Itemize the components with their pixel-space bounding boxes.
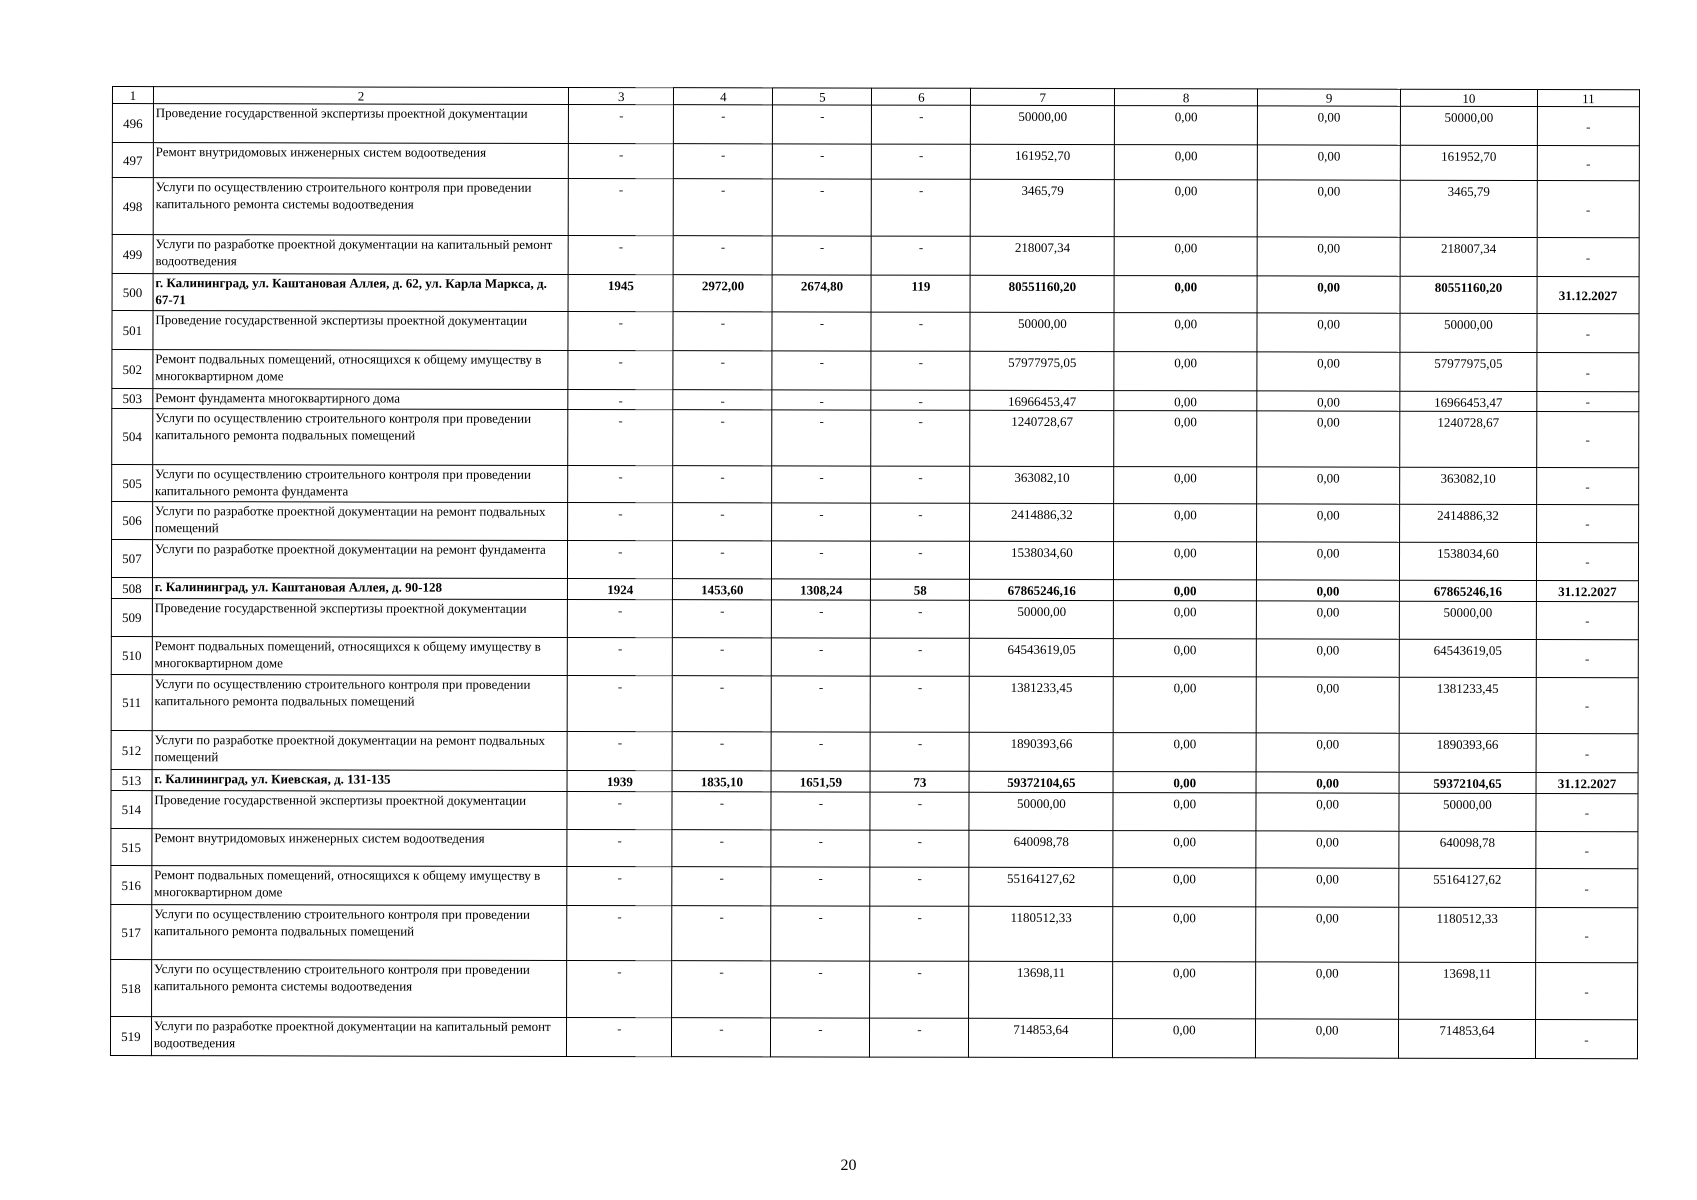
- row-number: 503: [112, 389, 153, 409]
- table-row: [112, 409, 1639, 468]
- table-row: [112, 143, 1639, 181]
- fund-federal-cell: 0,00: [1114, 639, 1257, 677]
- fund-regional-cell: 0,00: [1257, 313, 1400, 352]
- residents-cell: -: [871, 236, 970, 275]
- area-living-cell: -: [772, 676, 871, 732]
- year-cell: -: [567, 829, 672, 866]
- year-cell: -: [568, 235, 673, 274]
- deadline-cell: -: [1536, 677, 1638, 733]
- table-row: [111, 674, 1638, 733]
- row-number: 517: [111, 904, 152, 959]
- fund-regional-cell: 0,00: [1257, 145, 1400, 180]
- area-living-cell: -: [772, 466, 871, 503]
- fund-federal-cell: 0,00: [1114, 601, 1257, 639]
- fund-federal-cell: 0,00: [1114, 352, 1257, 391]
- fund-owners-cell: 67865246,16: [1399, 580, 1536, 601]
- fund-regional-cell: 0,00: [1256, 907, 1399, 962]
- cost-total-cell: 1890393,66: [969, 732, 1113, 771]
- work-name: Услуги по осуществлению строительного контроля при проведении капитального ремонта подвальных помещений: [151, 905, 567, 961]
- area-living-cell: -: [772, 503, 871, 541]
- fund-regional-cell: 0,00: [1256, 831, 1399, 868]
- deadline-cell: -: [1536, 733, 1638, 772]
- fund-regional-cell: 0,00: [1257, 391, 1400, 411]
- work-name: Проведение государственной экспертизы проектной документации: [153, 104, 569, 144]
- cost-total-cell: 67865246,16: [970, 579, 1114, 600]
- fund-regional-cell: 0,00: [1257, 276, 1400, 313]
- year-cell: -: [569, 104, 674, 143]
- fund-regional-cell: 0,00: [1257, 237, 1400, 276]
- fund-owners-cell: 161952,70: [1400, 145, 1537, 180]
- cost-total-cell: 57977975,05: [970, 351, 1114, 390]
- area-total-cell: 1835,10: [672, 771, 771, 792]
- row-number: 508: [111, 577, 152, 598]
- fund-federal-cell: 0,00: [1114, 580, 1257, 601]
- fund-federal-cell: 0,00: [1113, 793, 1256, 831]
- fund-owners-cell: 1538034,60: [1400, 542, 1537, 580]
- fund-owners-cell: 1890393,66: [1399, 733, 1536, 772]
- residents-cell: -: [870, 961, 969, 1018]
- deadline-cell: -: [1536, 868, 1638, 907]
- area-total-cell: -: [673, 503, 772, 541]
- column-header: 11: [1537, 89, 1639, 106]
- table-row: [112, 350, 1639, 392]
- work-name: Ремонт подвальных помещений, относящихся к общему имуществу в многоквартирном доме: [152, 637, 568, 676]
- residents-cell: -: [871, 351, 970, 390]
- fund-owners-cell: 80551160,20: [1400, 276, 1537, 313]
- work-name: Услуги по осуществлению строительного контроля при проведении капитального ремонта подвальных помещений: [152, 675, 568, 732]
- area-total-cell: -: [672, 830, 771, 867]
- table-row: [111, 828, 1638, 868]
- work-name: г. Калининград, ул. Каштановая Аллея, д. 90-128: [152, 578, 567, 600]
- year-cell: -: [568, 465, 673, 502]
- work-name: Ремонт фундамента многоквартирного дома: [153, 389, 568, 410]
- row-number: 515: [111, 828, 152, 865]
- area-living-cell: -: [771, 1018, 870, 1057]
- cost-total-cell: 1180512,33: [969, 906, 1113, 961]
- area-living-cell: 1308,24: [772, 579, 871, 600]
- fund-owners-cell: 640098,78: [1399, 831, 1536, 868]
- area-living-cell: -: [771, 732, 870, 771]
- row-number: 498: [112, 178, 153, 235]
- table-row: [112, 178, 1639, 238]
- work-name: г. Калининград, ул. Каштановая Аллея, д. 62, ул. Карла Маркса, д. 67-71: [153, 274, 568, 312]
- residents-cell: -: [871, 676, 970, 732]
- residents-cell: -: [871, 312, 970, 351]
- cost-total-cell: 1538034,60: [970, 541, 1114, 579]
- fund-regional-cell: 0,00: [1256, 962, 1399, 1019]
- residents-cell: -: [871, 390, 970, 410]
- fund-regional-cell: 0,00: [1258, 106, 1401, 145]
- year-cell: -: [568, 637, 673, 675]
- work-name: Ремонт подвальных помещений, относящихся к общему имуществу в многоквартирном доме: [152, 866, 568, 906]
- table-row: [111, 904, 1638, 962]
- work-name: Услуги по разработке проектной документации на ремонт подвальных помещений: [152, 502, 568, 541]
- area-living-cell: -: [772, 600, 871, 638]
- work-name: Ремонт внутридомовых инженерных систем водоотведения: [153, 143, 568, 179]
- year-cell: -: [568, 502, 673, 540]
- residents-cell: -: [870, 906, 969, 961]
- area-living-cell: -: [771, 906, 870, 961]
- deadline-cell: -: [1537, 352, 1639, 391]
- deadline-cell: -: [1536, 467, 1638, 504]
- row-number: 499: [112, 235, 153, 274]
- residents-cell: -: [870, 830, 969, 867]
- year-cell: -: [567, 960, 672, 1017]
- area-total-cell: -: [673, 236, 772, 275]
- row-number: 512: [111, 730, 152, 769]
- column-header: 7: [971, 88, 1115, 105]
- deadline-cell: 31.12.2027: [1537, 276, 1639, 313]
- work-name: Услуги по осуществлению строительного контроля при проведении капитального ремонта системы водоотведения: [153, 178, 569, 236]
- fund-owners-cell: 3465,79: [1400, 180, 1537, 237]
- work-name: Услуги по осуществлению строительного контроля при проведении капитального ремонта системы водоотведения: [151, 960, 567, 1018]
- column-header: 4: [674, 88, 773, 105]
- fund-owners-cell: 50000,00: [1399, 793, 1536, 831]
- year-cell: -: [569, 143, 674, 178]
- deadline-cell: -: [1537, 106, 1639, 145]
- row-number: 505: [112, 465, 153, 502]
- table-row: [111, 730, 1638, 772]
- table-row: [110, 1016, 1637, 1058]
- row-number: 511: [111, 674, 152, 730]
- fund-federal-cell: 0,00: [1114, 411, 1257, 467]
- row-number: 502: [112, 350, 153, 389]
- area-total-cell: -: [672, 732, 771, 771]
- area-total-cell: -: [674, 144, 773, 179]
- fund-federal-cell: 0,00: [1113, 907, 1256, 962]
- fund-federal-cell: 0,00: [1113, 831, 1256, 868]
- area-total-cell: -: [674, 179, 773, 236]
- area-total-cell: -: [674, 105, 773, 144]
- deadline-cell: -: [1537, 391, 1639, 411]
- fund-regional-cell: 0,00: [1256, 793, 1399, 831]
- cost-total-cell: 2414886,32: [970, 503, 1114, 541]
- table-row: [111, 865, 1638, 907]
- fund-owners-cell: 55164127,62: [1399, 868, 1536, 907]
- area-total-cell: -: [673, 541, 772, 579]
- deadline-cell: -: [1537, 313, 1639, 352]
- row-number: 510: [111, 636, 152, 674]
- fund-owners-cell: 13698,11: [1399, 962, 1536, 1019]
- deadline-cell: -: [1537, 145, 1639, 180]
- residents-cell: -: [871, 503, 970, 541]
- fund-owners-cell: 1381233,45: [1399, 677, 1536, 733]
- fund-federal-cell: 0,00: [1115, 145, 1258, 180]
- cost-total-cell: 1381233,45: [970, 676, 1114, 732]
- table-row: [112, 311, 1639, 353]
- work-name: Услуги по разработке проектной документации на ремонт подвальных помещений: [152, 731, 568, 771]
- fund-owners-cell: 1180512,33: [1399, 907, 1536, 962]
- deadline-cell: -: [1535, 1019, 1637, 1058]
- deadline-cell: 31.12.2027: [1536, 580, 1638, 601]
- residents-cell: 58: [871, 579, 970, 600]
- area-total-cell: 2972,00: [673, 275, 772, 312]
- fund-federal-cell: 0,00: [1114, 180, 1257, 237]
- cost-total-cell: 50000,00: [970, 312, 1114, 351]
- cost-total-cell: 714853,64: [969, 1018, 1113, 1057]
- work-name: Проведение государственной экспертизы проектной документации: [152, 791, 568, 830]
- area-living-cell: -: [772, 312, 871, 351]
- fund-federal-cell: 0,00: [1114, 504, 1257, 542]
- row-number: 496: [112, 104, 153, 143]
- area-living-cell: 2674,80: [772, 275, 871, 312]
- fund-regional-cell: 0,00: [1256, 733, 1399, 772]
- cost-total-cell: 1240728,67: [970, 410, 1114, 466]
- area-total-cell: -: [673, 676, 772, 732]
- fund-owners-cell: 1240728,67: [1400, 411, 1537, 467]
- fund-regional-cell: 0,00: [1257, 352, 1400, 391]
- cost-total-cell: 218007,34: [970, 236, 1114, 275]
- work-name: Проведение государственной экспертизы проектной документации: [152, 599, 568, 638]
- fund-federal-cell: 0,00: [1113, 772, 1256, 793]
- table-row: [111, 790, 1638, 831]
- fund-regional-cell: 0,00: [1256, 1019, 1399, 1058]
- area-living-cell: 1651,59: [771, 771, 870, 792]
- row-number: 506: [112, 502, 153, 540]
- area-total-cell: -: [672, 867, 771, 906]
- fund-regional-cell: 0,00: [1257, 180, 1400, 237]
- area-living-cell: -: [773, 179, 872, 236]
- row-number: 509: [111, 598, 152, 636]
- deadline-cell: -: [1536, 504, 1638, 542]
- residents-cell: -: [872, 105, 971, 144]
- work-name: Ремонт внутридомовых инженерных систем водоотведения: [152, 829, 567, 867]
- row-number: 507: [111, 540, 152, 578]
- cost-total-cell: 80551160,20: [970, 275, 1114, 312]
- area-total-cell: -: [672, 792, 771, 830]
- area-living-cell: -: [773, 105, 872, 144]
- residents-cell: -: [870, 732, 969, 771]
- fund-regional-cell: 0,00: [1256, 772, 1399, 793]
- deadline-cell: -: [1535, 962, 1637, 1019]
- area-living-cell: -: [772, 541, 871, 579]
- row-number: 497: [112, 143, 153, 178]
- cost-total-cell: 55164127,62: [969, 867, 1113, 906]
- year-cell: -: [568, 178, 673, 235]
- row-number: 513: [111, 769, 152, 790]
- year-cell: -: [568, 311, 673, 350]
- table-row: [112, 235, 1639, 277]
- area-total-cell: 1453,60: [673, 579, 772, 600]
- cost-total-cell: 59372104,65: [969, 771, 1113, 792]
- deadline-cell: -: [1537, 411, 1639, 467]
- area-living-cell: -: [772, 638, 871, 676]
- fund-regional-cell: 0,00: [1256, 677, 1399, 733]
- fund-federal-cell: 0,00: [1113, 733, 1256, 772]
- column-header: 5: [773, 88, 872, 105]
- area-total-cell: -: [673, 410, 772, 466]
- deadline-cell: -: [1537, 180, 1639, 237]
- cost-total-cell: 161952,70: [971, 144, 1115, 179]
- year-cell: -: [568, 409, 673, 465]
- fund-federal-cell: 0,00: [1114, 276, 1257, 313]
- residents-cell: -: [872, 144, 971, 179]
- year-cell: -: [568, 540, 673, 578]
- row-number: 500: [112, 274, 153, 311]
- deadline-cell: -: [1536, 831, 1638, 868]
- fund-owners-cell: 2414886,32: [1400, 504, 1537, 542]
- area-total-cell: -: [672, 961, 771, 1018]
- row-number: 514: [111, 790, 152, 828]
- fund-regional-cell: 0,00: [1257, 580, 1400, 601]
- column-header: 3: [569, 87, 674, 104]
- deadline-cell: 31.12.2027: [1536, 772, 1638, 793]
- fund-owners-cell: 50000,00: [1400, 313, 1537, 352]
- year-cell: -: [567, 1017, 672, 1056]
- area-living-cell: -: [771, 830, 870, 867]
- fund-federal-cell: 0,00: [1113, 868, 1256, 907]
- table-row: [112, 104, 1639, 146]
- table-row: [111, 540, 1638, 581]
- fund-owners-cell: 714853,64: [1399, 1019, 1536, 1058]
- area-living-cell: -: [772, 410, 871, 466]
- fund-regional-cell: 0,00: [1256, 639, 1399, 677]
- fund-federal-cell: 0,00: [1113, 962, 1256, 1019]
- area-living-cell: -: [772, 236, 871, 275]
- deadline-cell: -: [1535, 907, 1637, 962]
- area-living-cell: -: [772, 390, 871, 410]
- residents-cell: -: [871, 638, 970, 676]
- year-cell: -: [567, 731, 672, 770]
- cost-total-cell: 64543619,05: [970, 638, 1114, 676]
- fund-federal-cell: 0,00: [1113, 677, 1256, 733]
- cost-total-cell: 640098,78: [969, 830, 1113, 867]
- table-row: [111, 636, 1638, 677]
- work-name: Услуги по осуществлению строительного контроля при проведении капитального ремонта фундамента: [152, 465, 567, 503]
- fund-federal-cell: 0,00: [1114, 313, 1257, 352]
- residents-cell: 73: [870, 771, 969, 792]
- deadline-cell: -: [1536, 639, 1638, 677]
- work-name: Проведение государственной экспертизы проектной документации: [153, 311, 569, 351]
- table-body: [110, 87, 1639, 1059]
- area-living-cell: -: [771, 961, 870, 1018]
- fund-owners-cell: 363082,10: [1400, 467, 1537, 504]
- table-row: [112, 465, 1639, 505]
- fund-federal-cell: 0,00: [1114, 391, 1257, 411]
- fund-owners-cell: 50000,00: [1400, 106, 1537, 145]
- area-total-cell: -: [672, 906, 771, 961]
- table-row: [111, 959, 1638, 1019]
- year-cell: -: [567, 791, 672, 829]
- residents-cell: -: [870, 1018, 969, 1057]
- row-number: 504: [112, 409, 153, 465]
- column-header: 9: [1258, 89, 1401, 106]
- work-name: Услуги по разработке проектной документации на ремонт фундамента: [152, 540, 568, 579]
- cost-total-cell: 50000,00: [971, 105, 1115, 144]
- residents-cell: -: [871, 410, 970, 466]
- residents-cell: -: [871, 541, 970, 579]
- works-table: [110, 86, 1640, 1059]
- row-number: 516: [111, 865, 152, 904]
- area-total-cell: -: [672, 1018, 771, 1057]
- fund-owners-cell: 57977975,05: [1400, 352, 1537, 391]
- area-total-cell: -: [673, 351, 772, 390]
- cost-total-cell: 50000,00: [969, 792, 1113, 830]
- area-living-cell: -: [771, 867, 870, 906]
- fund-owners-cell: 16966453,47: [1400, 391, 1537, 411]
- area-living-cell: -: [771, 792, 870, 830]
- page-number: 20: [840, 1157, 857, 1174]
- address-row: [112, 274, 1639, 314]
- area-total-cell: -: [673, 638, 772, 676]
- year-cell: -: [568, 389, 673, 409]
- fund-regional-cell: 0,00: [1257, 601, 1400, 639]
- fund-federal-cell: 0,00: [1114, 542, 1257, 580]
- area-total-cell: -: [673, 312, 772, 351]
- cost-total-cell: 50000,00: [970, 600, 1114, 638]
- residents-cell: -: [872, 179, 971, 236]
- cost-total-cell: 16966453,47: [970, 390, 1114, 410]
- work-name: Ремонт подвальных помещений, относящихся к общему имуществу в многоквартирном доме: [153, 350, 569, 390]
- year-cell: 1945: [568, 274, 673, 311]
- deadline-cell: -: [1536, 542, 1638, 580]
- year-cell: 1924: [568, 578, 673, 599]
- table-row: [111, 598, 1638, 639]
- deadline-cell: -: [1536, 793, 1638, 831]
- column-header: 8: [1115, 89, 1258, 106]
- area-living-cell: -: [773, 144, 872, 179]
- fund-owners-cell: 50000,00: [1399, 601, 1536, 639]
- fund-federal-cell: 0,00: [1115, 106, 1258, 145]
- residents-cell: -: [871, 466, 970, 503]
- work-name: Услуги по осуществлению строительного контроля при проведении капитального ремонта подвальных помещений: [153, 409, 569, 466]
- deadline-cell: -: [1537, 237, 1639, 276]
- fund-regional-cell: 0,00: [1256, 868, 1399, 907]
- column-header: 2: [153, 87, 568, 105]
- fund-regional-cell: 0,00: [1257, 504, 1400, 542]
- year-cell: -: [567, 905, 672, 960]
- residents-cell: 119: [871, 275, 970, 312]
- area-total-cell: -: [673, 390, 772, 410]
- residents-cell: -: [871, 600, 970, 638]
- cost-total-cell: 3465,79: [971, 179, 1115, 236]
- area-total-cell: -: [673, 466, 772, 503]
- table-row: [112, 502, 1639, 543]
- fund-regional-cell: 0,00: [1257, 411, 1400, 467]
- area-living-cell: -: [772, 351, 871, 390]
- year-cell: -: [567, 675, 672, 731]
- work-name: г. Калининград, ул. Киевская, д. 131-135: [152, 770, 567, 792]
- residents-cell: -: [870, 792, 969, 830]
- deadline-cell: -: [1536, 601, 1638, 639]
- row-number: 518: [111, 959, 152, 1016]
- fund-owners-cell: 59372104,65: [1399, 772, 1536, 793]
- fund-federal-cell: 0,00: [1114, 237, 1257, 276]
- year-cell: 1939: [567, 770, 672, 791]
- fund-owners-cell: 64543619,05: [1399, 639, 1536, 677]
- cost-total-cell: 363082,10: [970, 466, 1114, 503]
- fund-federal-cell: 0,00: [1113, 1019, 1256, 1058]
- cost-total-cell: 13698,11: [969, 961, 1113, 1018]
- fund-federal-cell: 0,00: [1114, 467, 1257, 504]
- fund-owners-cell: 218007,34: [1400, 237, 1537, 276]
- work-name: Услуги по разработке проектной документации на капитальный ремонт водоотведения: [153, 235, 569, 275]
- residents-cell: -: [870, 867, 969, 906]
- year-cell: -: [567, 866, 672, 905]
- year-cell: -: [568, 599, 673, 637]
- year-cell: -: [568, 350, 673, 389]
- column-header: 6: [872, 88, 971, 105]
- work-name: Услуги по разработке проектной документации на капитальный ремонт водоотведения: [151, 1017, 567, 1057]
- fund-regional-cell: 0,00: [1257, 467, 1400, 504]
- area-total-cell: -: [673, 600, 772, 638]
- fund-regional-cell: 0,00: [1257, 542, 1400, 580]
- row-number: 519: [110, 1016, 151, 1055]
- column-header: 10: [1401, 89, 1538, 106]
- row-number: 501: [112, 311, 153, 350]
- column-header: 1: [112, 87, 153, 104]
